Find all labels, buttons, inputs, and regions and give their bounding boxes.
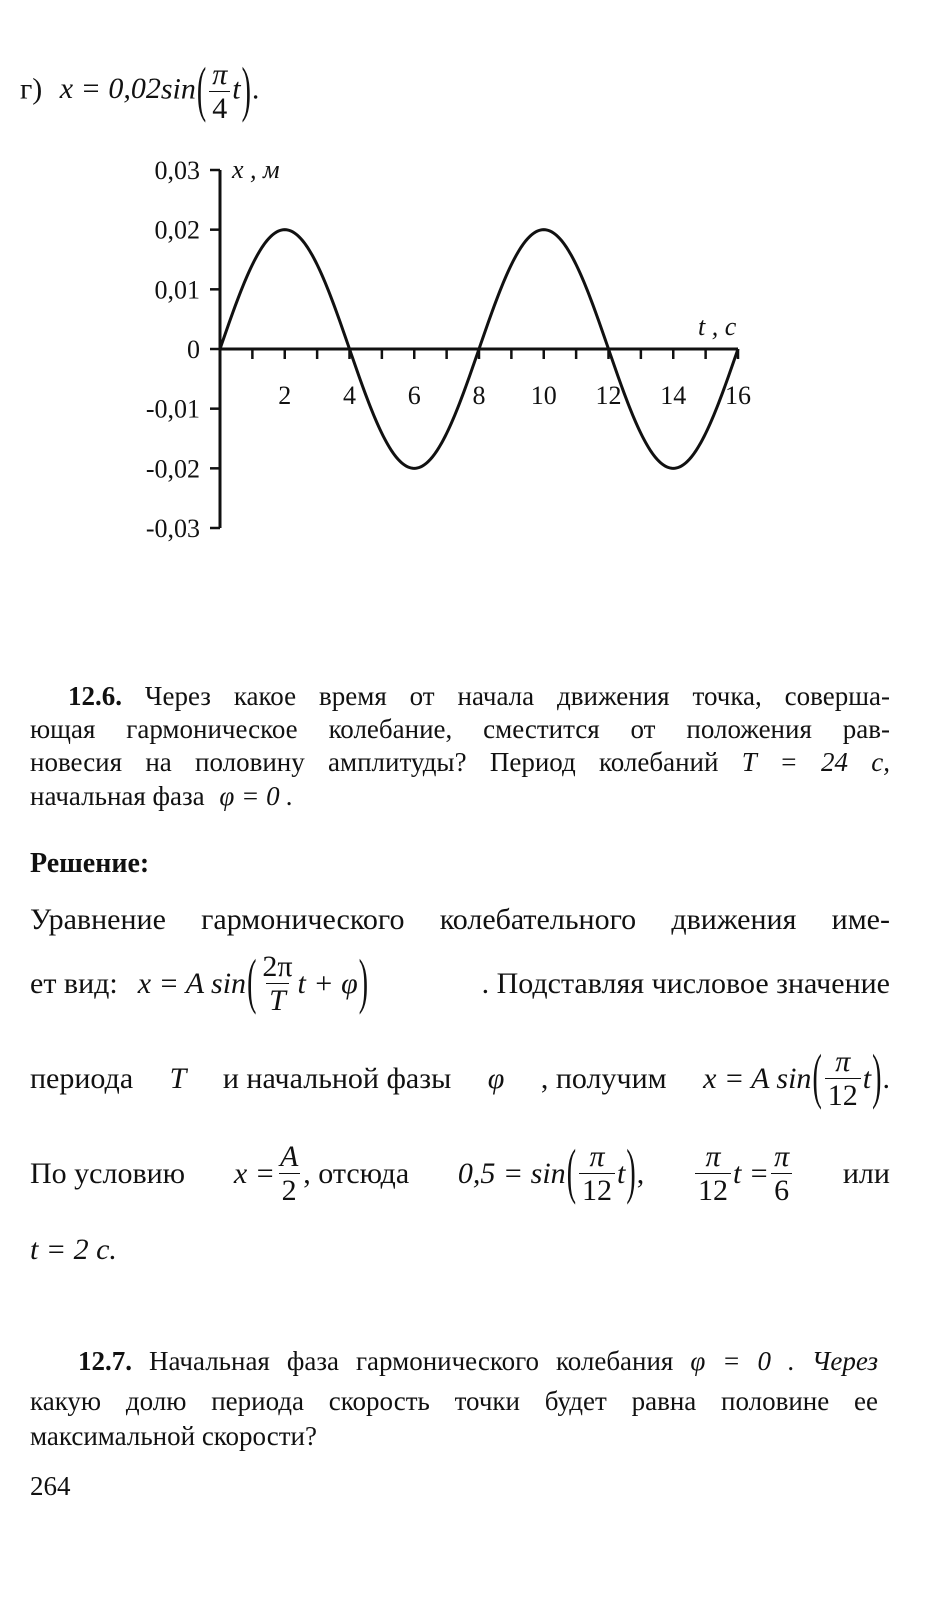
solution-line4: По условию x = $\frac{A}{2}$ , отсюда 0,5 = sin ( $\frac{\pi}{12}$ t ) , $\frac{\pi}{12}$ t = $\frac{\pi}{6}$ или bbox=[30, 1138, 890, 1207]
solution-line1: Уравнение гармонического колебательного движения име- bbox=[30, 903, 890, 936]
solution-heading: Решение: bbox=[30, 848, 150, 879]
y-axis-label: x , м bbox=[232, 155, 280, 184]
phase-value: φ = 0 . bbox=[219, 781, 294, 811]
problem-12-7-line1: 12.7. Начальная фаза гармонического колебания φ = 0 . Через bbox=[78, 1346, 879, 1376]
x-tick-label: 14 bbox=[660, 381, 687, 410]
fraction-2pi-over-T: $\frac{2\pi}{T}$ bbox=[262, 950, 293, 1017]
solution-line5: t = 2 c. bbox=[30, 1233, 117, 1266]
y-tick-label: 0,02 bbox=[154, 215, 200, 245]
x-tick-label: 6 bbox=[407, 381, 421, 410]
solution-line3: периода T и начальной фазы φ , получим x = A sin ( $\frac{\pi}{12}$ t ) . bbox=[30, 1043, 890, 1112]
problem-12-6-line3: новесия на половину амплитуды? Период колебаний T = 24 c, bbox=[30, 747, 891, 777]
formula-g-lhs: x = 0,02 bbox=[59, 72, 161, 106]
y-tick-label: -0,03 bbox=[145, 514, 200, 543]
y-tick-label: -0,01 bbox=[145, 394, 200, 424]
x-tick-label: 2 bbox=[278, 381, 292, 410]
problem-12-6-line4: начальная фаза φ = 0 . bbox=[30, 781, 294, 811]
fraction-pi-over-12: $\frac{\pi}{12}$ bbox=[825, 1045, 861, 1112]
x-tick-label: 10 bbox=[530, 381, 557, 410]
y-tick-label: 0,01 bbox=[154, 275, 200, 305]
y-tick-label: 0 bbox=[187, 335, 200, 364]
y-tick-label: 0,03 bbox=[154, 156, 200, 185]
formula-g-label: г) bbox=[20, 72, 43, 106]
fraction-A-over-2: $\frac{A}{2}$ bbox=[279, 1140, 299, 1207]
problem-12-7-number: 12.7. bbox=[78, 1346, 132, 1376]
x-tick-label: 8 bbox=[472, 381, 486, 410]
oscillation-chart bbox=[0, 140, 951, 700]
formula-g-func: sin bbox=[160, 72, 196, 106]
x-tick-label: 16 bbox=[725, 381, 751, 410]
formula-g: г) x = 0,02sin( $\frac{\pi}{4}$ t). bbox=[20, 56, 260, 125]
solution-line2: ет вид: x = A sin ( $\frac{2\pi}{T}$ t + φ ) . Подставляя числовое значение bbox=[30, 948, 890, 1017]
y-tick-label: -0,02 bbox=[145, 454, 200, 484]
formula-g-fraction: $\frac{\pi}{4}$ bbox=[209, 58, 230, 125]
x-tick-label: 12 bbox=[595, 381, 622, 410]
problem-12-7-line3: максимальной скорости? bbox=[30, 1421, 317, 1451]
problem-12-7-line2: какую долю периода скорость точки будет равна половине ее bbox=[30, 1386, 878, 1416]
problem-12-6-line1: 12.6. Через какое время от начала движения точка, соверша- bbox=[68, 681, 890, 711]
problem-12-6-line2: ющая гармоническое колебание, сместится от положения рав- bbox=[30, 714, 890, 744]
problem-12-6-number: 12.6. bbox=[68, 681, 122, 711]
x-axis-label: t , c bbox=[698, 312, 737, 341]
page-number: 264 bbox=[30, 1471, 71, 1501]
x-tick-label: 4 bbox=[343, 381, 356, 410]
period-value: T = 24 c, bbox=[741, 747, 891, 777]
